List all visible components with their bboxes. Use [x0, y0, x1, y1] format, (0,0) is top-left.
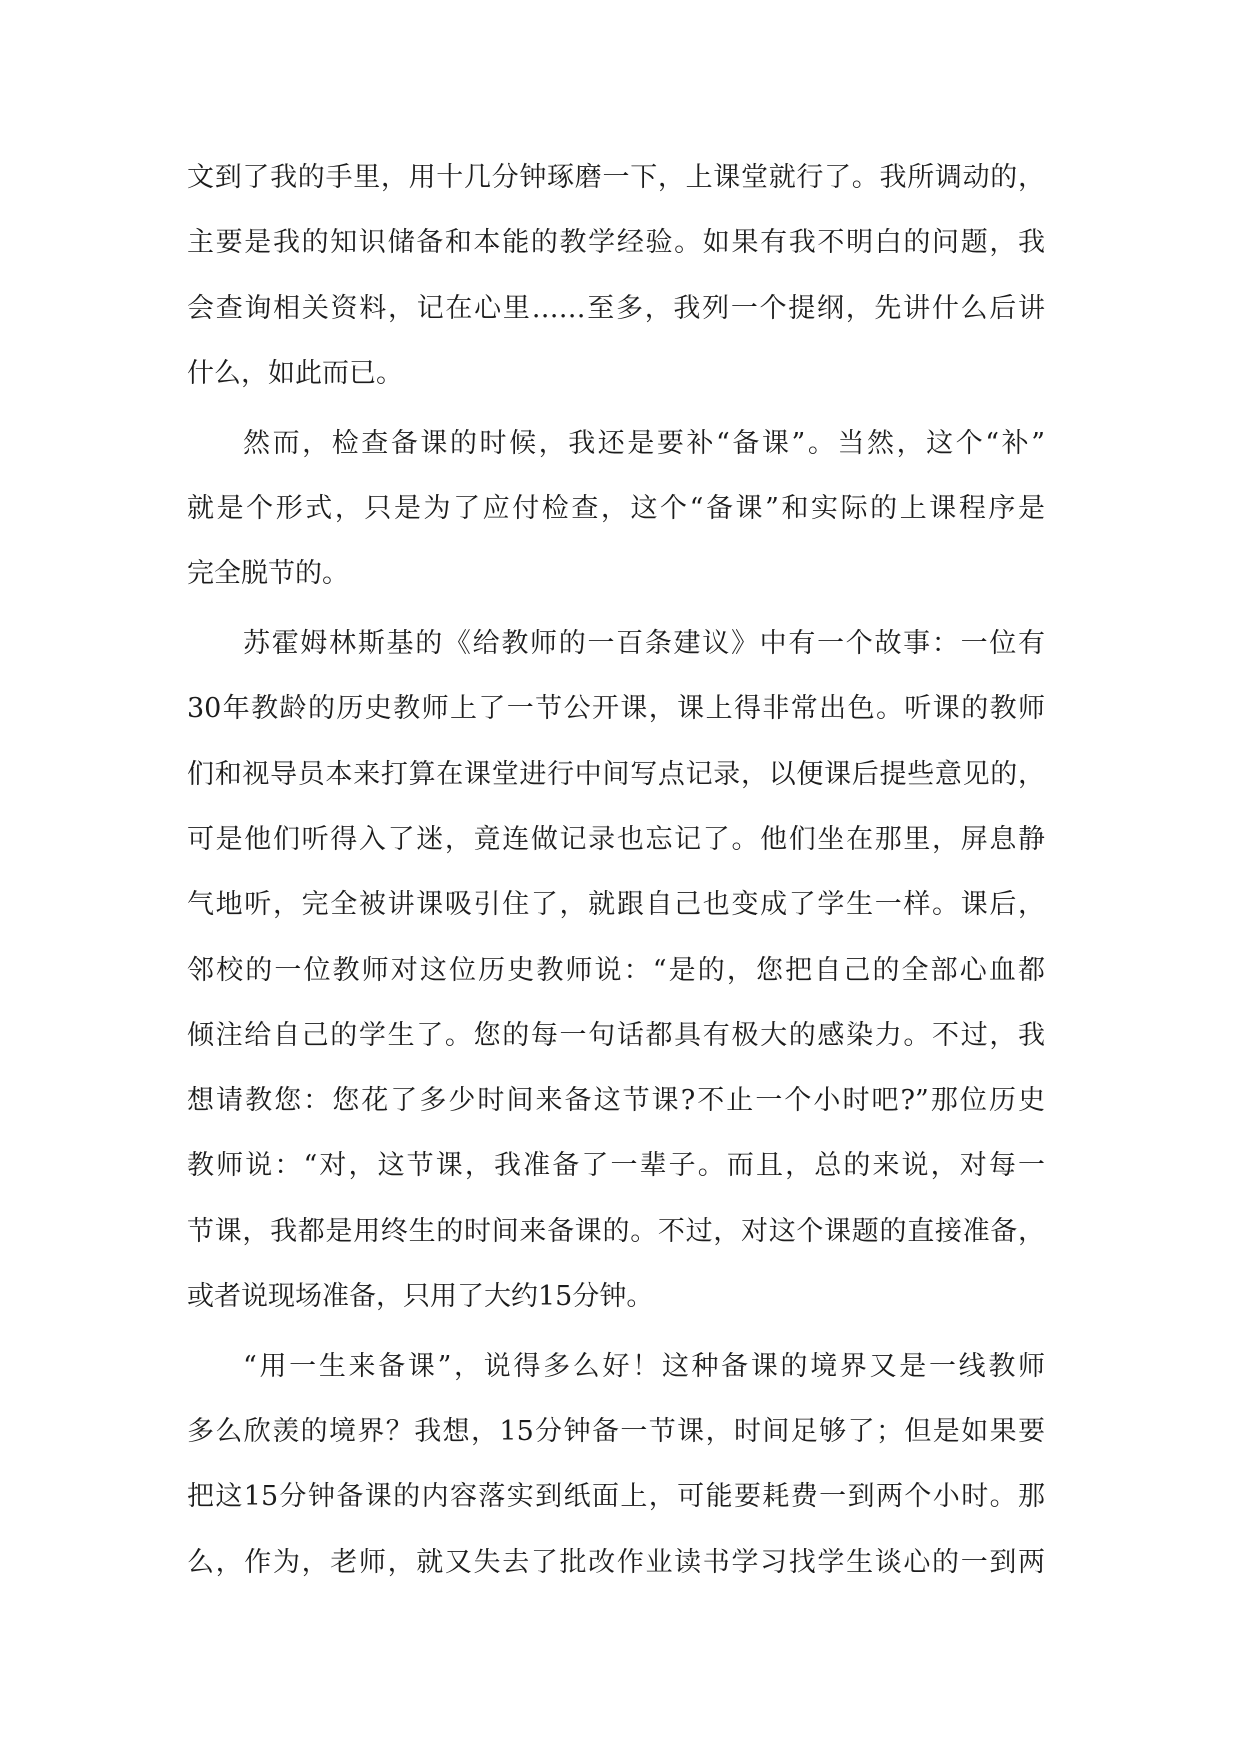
- text-line: 会查询相关资料，记在心里……至多，我列一个提纲，先讲什么后讲: [187, 292, 1045, 324]
- text-line: 可是他们听得入了迷，竟连做记录也忘记了。他们坐在那里，屏息静: [187, 823, 1045, 855]
- text-line: 多么欣羡的境界？我想，15分钟备一节课，时间足够了；但是如果要: [187, 1416, 1045, 1448]
- text-line: “用一生来备课”，说得多么好！这种备课的境界又是一线教师: [243, 1350, 1045, 1382]
- text-line: 么，作为，老师，就又失去了批改作业读书学习找学生谈心的一到两: [187, 1546, 1045, 1578]
- text-line: 苏霍姆林斯基的《给教师的一百条建议》中有一个故事：一位有: [243, 628, 1045, 660]
- paragraph: [187, 1334, 1045, 1595]
- text-line: 然而，检查备课的时候，我还是要补“备课”。当然，这个“补”: [243, 427, 1045, 459]
- text-line: 文到了我的手里，用十几分钟琢磨一下，上课堂就行了。我所调动的，: [187, 162, 1045, 193]
- paragraph: [187, 145, 1045, 406]
- text-line: 把这15分钟备课的内容落实到纸面上，可能要耗费一到两个小时。那: [187, 1481, 1045, 1513]
- paragraph: [187, 411, 1045, 607]
- text-line: 主要是我的知识储备和本能的教学经验。如果有我不明白的问题，我: [187, 227, 1045, 259]
- text-line: 想请教您：您花了多少时间来备这节课?不止一个小时吧?”那位历史: [187, 1085, 1045, 1117]
- text-line: 30年教龄的历史教师上了一节公开课，课上得非常出色。听课的教师: [187, 693, 1045, 725]
- text-line: 们和视导员本来打算在课堂进行中间写点记录，以便课后提些意见的，: [187, 758, 1045, 790]
- text-line: 或者说现场准备，只用了大约15分钟。: [187, 1281, 654, 1313]
- text-line: 气地听，完全被讲课吸引住了，就跟自己也变成了学生一样。课后，: [187, 889, 1045, 921]
- paragraph: [187, 611, 1045, 1329]
- text-line: 什么，如此而已。: [187, 357, 403, 389]
- text-line: 邻校的一位教师对这位历史教师说：“是的，您把自己的全部心血都: [187, 954, 1045, 986]
- body-text: [187, 145, 1045, 1595]
- text-line: 就是个形式，只是为了应付检查，这个“备课”和实际的上课程序是: [187, 492, 1045, 524]
- text-line: 教师说：“对，这节课，我准备了一辈子。而且，总的来说，对每一: [187, 1150, 1045, 1182]
- text-line: 倾注给自己的学生了。您的每一句话都具有极大的感染力。不过，我: [187, 1019, 1045, 1051]
- text-line: 完全脱节的。: [187, 558, 349, 590]
- text-line: 节课，我都是用终生的时间来备课的。不过，对这个课题的直接准备，: [187, 1215, 1045, 1247]
